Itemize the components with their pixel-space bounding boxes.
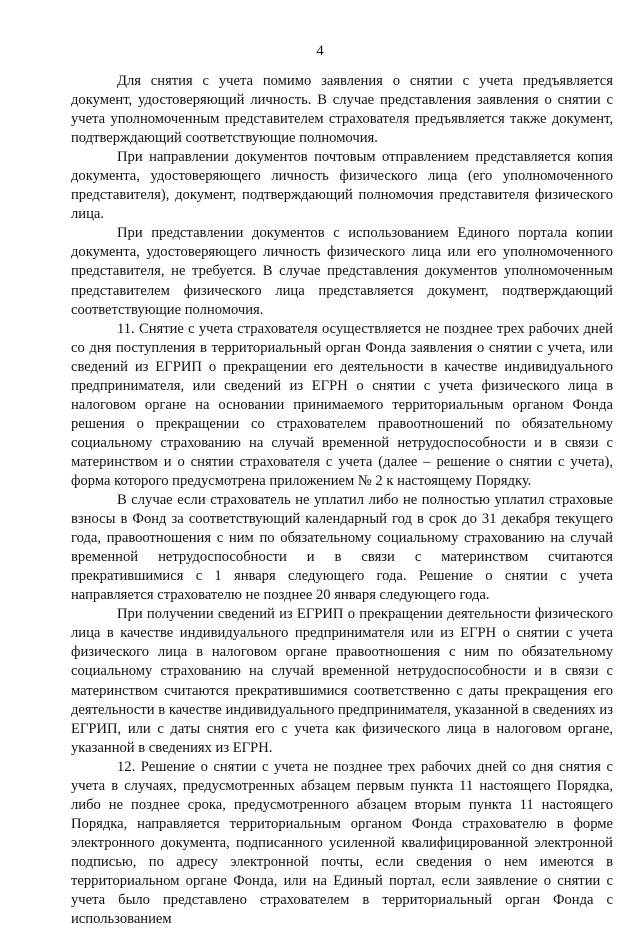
paragraph-3: При представлении документов с использованием Единого портала копии документа, удостоверяющего личность физического лица или его уполномоченного представителя, не требуется. В случае представления документов уполномоченным представителем физического лица представляется документ, подтверждающий соответствующие полномочия.	[71, 225, 613, 318]
paragraph-7: 12. Решение о снятии с учета не позднее трех рабочих дней со дня снятия с учета в случаях, предусмотренных абзацем первым пункта 11 настоящего Порядка, либо не позднее срока, предусмотренного абзацем вторым пункта 11 настоящего Порядка, направляется территориальным органом Фонда страхователю в форме электронного документа, подписанного усиленной квалифицированной электронной подписью, по адресу электронной почты, если сведения о нем имеются в территориальном органе Фонда, или на Единый портал, если заявление о снятии с учета было представлено страхователем в территориальный орган Фонда с использованием	[71, 758, 613, 928]
page-number: 4	[316, 43, 324, 59]
paragraph-6: При получении сведений из ЕГРИП о прекращении деятельности физического лица в качестве индивидуального предпринимателя или из ЕГРН о снятии с учета физического лица в налоговом органе правоотношения с ним по обязательному социальному страхованию на случай временной нетрудоспособности и в связи с материнством считаются прекратившимися соответственно с даты прекращения его деятельности в качестве индивидуального предпринимателя, указанной в сведениях из ЕГРИП, или с даты снятия его с учета как физического лица в налоговом органе, указанной в сведениях из ЕГРН.	[71, 606, 613, 756]
paragraph-5: В случае если страхователь не уплатил либо не полностью уплатил страховые взносы в Фонд за соответствующий календарный год в срок до 31 декабря текущего года, правоотношения с ним по обязательному социальному страхованию на случай временной нетрудоспособности и в связи с материнством считаются прекратившимися с 1 января следующего года. Решение о снятии с учета направляется страхователю не позднее 20 января следующего года.	[71, 492, 613, 604]
paragraph-1: Для снятия с учета помимо заявления о снятии с учета предъявляется документ, удостоверяющий личность. В случае представления заявления о снятии с учета уполномоченным представителем страхователя предъявляется также документ, подтверждающий соответствующие полномочия.	[71, 73, 613, 147]
document-body	[71, 72, 613, 929]
paragraph-2: При направлении документов почтовым отправлением представляется копия документа, удостоверяющего личность физического лица (его уполномоченного представителя), документ, подтверждающий полномочия представителя физического лица.	[71, 149, 613, 223]
paragraph-4: 11. Снятие с учета страхователя осуществляется не позднее трех рабочих дней со дня поступления в территориальный орган Фонда заявления о снятии с учета, или сведений из ЕГРИП о прекращении его деятельности в качестве индивидуального предпринимателя, или сведений из ЕГРН о снятии с учета физического лица в налоговом органе на основании принимаемого территориальным органом Фонда решения о прекращении со страхователем правоотношений по обязательному социальному страхованию на случай временной нетрудоспособности и в связи с материнством и о снятии страхователя с учета (далее – решение о снятии с учета), форма которого предусмотрена приложением № 2 к настоящему Порядку.	[71, 320, 613, 489]
